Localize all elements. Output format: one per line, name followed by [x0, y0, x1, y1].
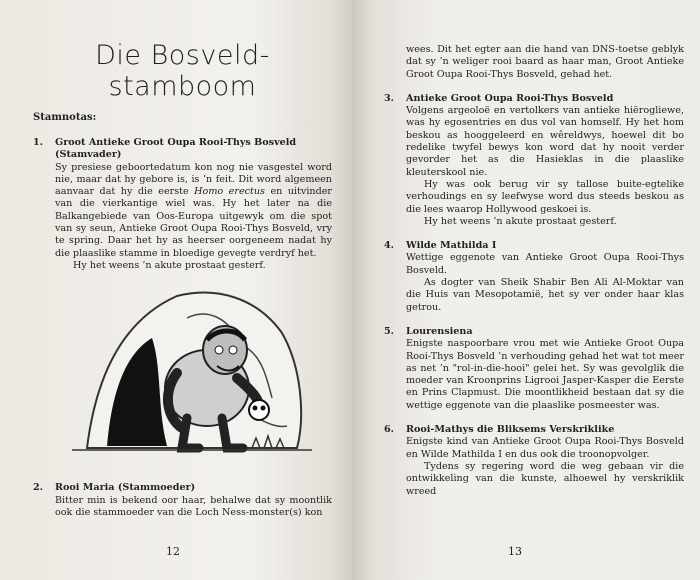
caveman-with-skull-in-cave-illustration [67, 278, 317, 464]
entry-paragraph: Enigste naspoorbare vrou met wie Antieke Groot Oupa Rooi-Thys Bosveld ’n verhouding gehad het wat tot meer as net ’n "rol-in-die-hooi" gelei het. Sy was gevolglik die moeder van Kroonprins Ligrooi Jasper-Kasper die Eerste en Prins Clapmust. Die moontlikheid bestaan dat sy die wettige eggenote van die plaaslike posmeester was. [406, 338, 684, 411]
entry-heading: Wilde Mathilda I [406, 240, 497, 252]
entry-4 [384, 240, 684, 314]
entry-paragraph: Hy het weens ’n akute prostaat gesterf. [73, 259, 266, 271]
notes-label: Stamnotas: [33, 112, 97, 123]
entry-3 [384, 93, 684, 228]
entry-number: 1. [33, 137, 44, 148]
italic-term: Homo erectus [194, 186, 265, 198]
right-page [352, 0, 700, 580]
entry-6 [384, 424, 684, 498]
entry-paragraph: Sy presiese geboortedatum kon nog nie vasgestel word nie, maar dat hy gebore is, is ’n feit. Dit word algemeen aanvaar dat hy die eerste Homo erectus en uitvinder van die vierkantige wiel was. Hy het later na die Balkangebiede van Oos-Europa uitgewyk om die spot van sy seun, Antieke Groot Oupa Rooi-Thys Bosveld, vry te spring. Daar het hy as heerser oorgeneem nadat hy die plaaslike stamme in bloedige gevegte verdryf het. [55, 161, 332, 259]
entry-heading: Rooi Maria (Stammoeder) [55, 482, 196, 494]
entry-paragraph: Wettige eggenote van Antieke Groot Oupa Rooi-Thys Bosveld. [406, 252, 684, 276]
entry-number: 3. [384, 92, 395, 104]
entry-paragraph: Bitter min is bekend oor haar, behalwe dat sy moontlik ook die stammoeder van die Loch Ness-monster(s) kon [55, 494, 332, 518]
page-number: 12 [166, 545, 180, 558]
entry-number: 4. [384, 240, 395, 252]
entry-number: 6. [384, 424, 395, 436]
entry-5 [384, 326, 684, 412]
entry-paragraph: Hy was ook berug vir sy tallose buite-egtelike verhoudings en sy leefwyse word dus steeds beskou as die lees waarop Hollywood geskoei is. [406, 178, 684, 215]
page-number: 13 [508, 545, 522, 558]
entry-paragraph: Enigste kind van Antieke Groot Oupa Rooi-Thys Bosveld en Wilde Mathilda I en dus ook die troonopvolger. [406, 436, 684, 460]
entry-paragraph: Volgens argeoloë en vertolkers van antieke hiërogliewe, was hy egosentries en dus vol van homself. Hy het hom beskou as hooggeleerd en wêreldwys, hoewel dit bo redelike twyfel bewys kon word dat hy nooit verder gevorder het as die Hasieklas in die plaaslike kleuterskool nie. [406, 105, 684, 178]
entry-2 [33, 482, 332, 519]
entry-number: 2. [33, 482, 44, 494]
entry-heading: Groot Antieke Groot Oupa Rooi-Thys Bosveld (Stamvader) [55, 137, 297, 161]
entry-heading: Lourensiena [406, 325, 473, 337]
entry-1 [33, 137, 332, 272]
entry-heading: Rooi-Mathys die Bliksems Verskriklike [406, 424, 615, 436]
entry-paragraph: Hy het weens ’n akute prostaat gesterf. [424, 215, 617, 227]
entry-paragraph: Tydens sy regering word die weg gebaan vir die ontwikkeling van die kunste, alhoewel hy verskriklik wreed [406, 460, 684, 497]
continuation-paragraph: wees. Dit het egter aan die hand van DNS-toetse geblyk dat sy ’n weliger rooi baard as haar man, Groot Antieke Groot Oupa Rooi-Thys Bosveld, gehad het. [406, 44, 684, 80]
page-title: Die Bosveld-stamboom [95, 40, 270, 102]
entry-number: 5. [384, 325, 395, 337]
entry-heading: Antieke Groot Oupa Rooi-Thys Bosveld [406, 92, 614, 104]
entry-paragraph: As dogter van Sheik Shabir Ben Ali Al-Moktar van die Huis van Mesopotamië, het sy ver onder haar klas getrou. [406, 277, 684, 313]
